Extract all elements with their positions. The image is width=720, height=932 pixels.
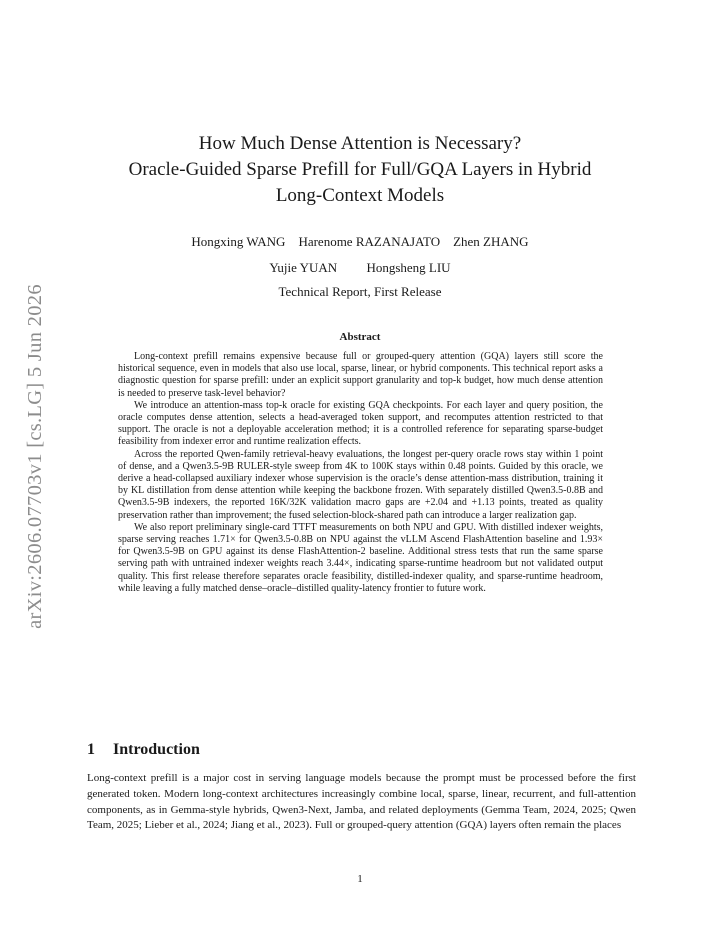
author-name: Zhen ZHANG xyxy=(453,234,529,249)
author-row-1 xyxy=(80,229,640,255)
title-line-2: Oracle-Guided Sparse Prefill for Full/GQA Layers in Hybrid xyxy=(128,159,592,180)
abstract-body xyxy=(118,351,603,595)
author-name: Yujie YUAN xyxy=(269,260,338,275)
introduction-paragraph: Long-context prefill is a major cost in serving language models because the prompt must be processed before the first generated token. Modern long-context architectures increasingly combine local, sparse, linear, recurrent, and full-attention components, as in Gemma-style hybrids, Qwen3-Next, Jamba, and related deployments (Gemma Team, 2024, 2025; Qwen Team, 2025; Lieber et al., 2024; Jiang et al., 2023). Full or grouped-query attention (GQA) layers often remain the places xyxy=(87,772,636,832)
report-label: Technical Report, First Release xyxy=(278,284,442,299)
abstract-paragraph: Long-context prefill remains expensive because full or grouped-query attention (GQA) layers still score the historical sequence, even in models that also use local, sparse, linear, or hybrid components. This technical report asks a diagnostic question for sparse prefill: under an explicit support granularity and top-k budget, how much dense attention is needed to preserve task-level behavior? xyxy=(118,351,603,399)
paper-title xyxy=(80,131,640,209)
page-number: 1 xyxy=(357,873,363,885)
abstract-paragraph: We introduce an attention-mass top-k oracle for existing GQA checkpoints. For each layer and query position, the oracle computes dense attention, selects a head-averaged token support, and recomputes attention restricted to that support. The oracle is not a deployable acceleration method; it is a controlled reference for separating sparse-budget feasibility from indexer error and runtime realization effects. xyxy=(118,399,603,448)
author-list xyxy=(80,229,640,281)
arxiv-identifier-stamp xyxy=(22,265,48,647)
introduction-body xyxy=(87,771,636,834)
author-name: Hongxing WANG xyxy=(191,234,286,249)
section-number: 1 xyxy=(87,741,95,758)
title-line-3: Long-Context Models xyxy=(275,185,445,206)
section-heading xyxy=(87,741,200,759)
author-name: Harenome RAZANAJATO xyxy=(298,234,441,249)
author-row-2 xyxy=(80,255,640,281)
abstract-paragraph: We also report preliminary single-card TTFT measurements on both NPU and GPU. With distilled indexer weights, sparse serving reaches 1.71× for Qwen3.5-0.8B on NPU against the vLLM Ascend FlashAttention baseline and 1.93× for Qwen3.5-9B on GPU against its dense FlashAttention-2 baseline. Additional stress tests that run the same sparse serving path with untrained indexer weights reach 3.44×, indicating sparse-runtime headroom but not validated output quality. This first release therefore separates oracle feasibility, distilled-indexer quality, and sparse-runtime headroom, while leaving a fully matched dense–oracle–distilled quality-latency frontier to future work. xyxy=(118,521,603,594)
author-name: Hongsheng LIU xyxy=(366,260,451,275)
arxiv-identifier-text: arXiv:2606.07703v1 [cs.LG] 5 Jun 2026 xyxy=(23,283,46,629)
title-line-1: How Much Dense Attention is Necessary? xyxy=(198,133,522,154)
abstract-paragraph: Across the reported Qwen-family retrieval-heavy evaluations, the longest per-query oracle rows stay within 1 point of dense, and a Qwen3.5-9B RULER-style sweep from 4K to 100K stays within 0.48 points. Guided by this oracle, we derive a head-collapsed auxiliary indexer whose supervision is the oracle’s dense attention-mass distribution, training it by KL distillation from dense attention while keeping the backbone frozen. With separately distilled Qwen3.5-0.8B and Qwen3.5-9B indexers, the reported 16K/32K validation macro gaps are +2.04 and +1.13 points, treated as quality preservation rather than improvement; the fused selection-block-shared path can introduce a larger realization gap. xyxy=(118,448,603,521)
section-title: Introduction xyxy=(113,741,200,758)
abstract-heading: Abstract xyxy=(339,331,381,343)
